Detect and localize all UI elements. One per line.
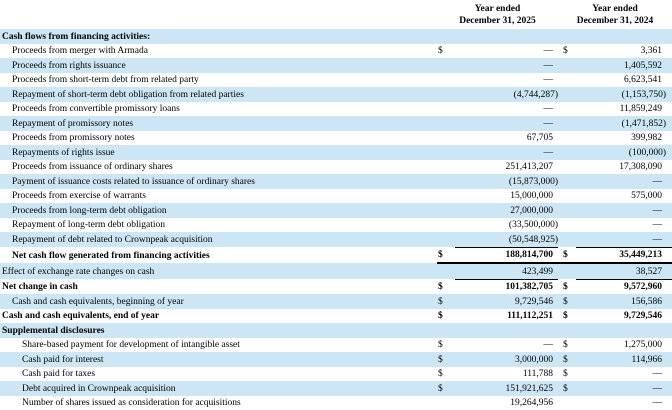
table-row: [0, 218, 672, 233]
currency-symbol-2024: $: [558, 247, 576, 263]
currency-symbol-2025: [437, 218, 455, 233]
currency-symbol-2025: [437, 58, 455, 73]
currency-symbol-2024: [558, 131, 576, 146]
currency-symbol-2025: $: [437, 247, 455, 263]
currency-symbol-2024: [558, 73, 576, 88]
table-row: [0, 73, 672, 88]
value-2024: 35,449,213: [576, 247, 672, 263]
currency-symbol-2025: [437, 263, 455, 279]
row-label: Repayment of debt related to Crownpeak acquisition: [0, 232, 437, 247]
table-row: [0, 338, 672, 353]
value-2025: 67,705: [455, 131, 558, 146]
table-row: [0, 102, 672, 117]
table-row: [0, 294, 672, 309]
value-2025: —: [455, 44, 558, 59]
table-row: [0, 87, 672, 102]
value-2025: [455, 29, 558, 44]
column-header-2024: [558, 0, 672, 29]
table-row: [0, 396, 672, 410]
currency-symbol-2024: $: [558, 44, 576, 59]
currency-symbol-2025: [437, 232, 455, 247]
row-label: Repayment of long-term debt obligation: [0, 218, 437, 233]
row-label: Proceeds from merger with Armada: [0, 44, 437, 59]
currency-symbol-2024: [558, 218, 576, 233]
row-label: Cash paid for interest: [0, 352, 437, 367]
value-2024: 9,729,546: [576, 309, 672, 324]
table-row: [0, 174, 672, 189]
row-label: Proceeds from short-term debt from related party: [0, 73, 437, 88]
table-row: [0, 279, 672, 294]
currency-symbol-2024: [558, 203, 576, 218]
row-label: Payment of issuance costs related to issuance of ordinary shares: [0, 174, 437, 189]
table-row: [0, 116, 672, 131]
row-label: Net change in cash: [0, 279, 437, 294]
currency-symbol-2024: [558, 263, 576, 279]
value-2024: 38,527: [576, 263, 672, 279]
column-header-2024-line2: December 31, 2024: [558, 15, 672, 27]
header-spacer: [0, 0, 437, 29]
currency-symbol-2025: [437, 174, 455, 189]
currency-symbol-2025: [437, 323, 455, 338]
value-2024: 17,308,090: [576, 160, 672, 175]
value-2024: —: [576, 174, 672, 189]
value-2024: 11,859,249: [576, 102, 672, 117]
currency-symbol-2024: [558, 116, 576, 131]
value-2025: (15,873,000): [455, 174, 558, 189]
value-2025: 9,729,546: [455, 294, 558, 309]
currency-symbol-2025: [437, 203, 455, 218]
currency-symbol-2025: [437, 29, 455, 44]
table-row: [0, 131, 672, 146]
row-label: Cash paid for taxes: [0, 367, 437, 382]
currency-symbol-2025: [437, 73, 455, 88]
currency-symbol-2024: [558, 58, 576, 73]
table-row: [0, 323, 672, 338]
currency-symbol-2025: [437, 116, 455, 131]
value-2024: —: [576, 203, 672, 218]
column-header-2025: [437, 0, 558, 29]
table-row: [0, 145, 672, 160]
row-label: Effect of exchange rate changes on cash: [0, 263, 437, 279]
value-2025: 111,112,251: [455, 309, 558, 324]
column-header-2024-line1: Year ended: [558, 3, 672, 15]
value-2024: 9,572,960: [576, 279, 672, 294]
value-2025: —: [455, 73, 558, 88]
table-row: [0, 203, 672, 218]
row-label: Share-based payment for development of intangible asset: [0, 338, 437, 353]
value-2024: —: [576, 367, 672, 382]
currency-symbol-2024: $: [558, 367, 576, 382]
table-row: [0, 381, 672, 396]
value-2025: 15,000,000: [455, 189, 558, 204]
table-row: [0, 352, 672, 367]
currency-symbol-2025: [437, 87, 455, 102]
currency-symbol-2024: [558, 189, 576, 204]
value-2025: 188,814,700: [455, 247, 558, 263]
row-label: Supplemental disclosures: [0, 323, 437, 338]
currency-symbol-2025: $: [437, 279, 455, 294]
value-2024: 1,275,000: [576, 338, 672, 353]
currency-symbol-2025: $: [437, 338, 455, 353]
currency-symbol-2024: $: [558, 352, 576, 367]
table-row: [0, 367, 672, 382]
currency-symbol-2025: $: [437, 367, 455, 382]
table-row: [0, 44, 672, 59]
currency-symbol-2024: [558, 29, 576, 44]
currency-symbol-2024: $: [558, 294, 576, 309]
row-label: Cash flows from financing activities:: [0, 29, 437, 44]
value-2025: [455, 323, 558, 338]
row-label: Proceeds from promissory notes: [0, 131, 437, 146]
currency-symbol-2025: [437, 189, 455, 204]
row-label: Proceeds from long-term debt obligation: [0, 203, 437, 218]
currency-symbol-2024: [558, 396, 576, 410]
currency-symbol-2025: [437, 160, 455, 175]
currency-symbol-2025: $: [437, 294, 455, 309]
value-2024: 399,982: [576, 131, 672, 146]
table-header-row: [0, 0, 672, 29]
value-2025: —: [455, 102, 558, 117]
row-label: Repayment of short-term debt obligation from related parties: [0, 87, 437, 102]
row-label: Repayment of promissory notes: [0, 116, 437, 131]
currency-symbol-2025: [437, 145, 455, 160]
table-row: [0, 232, 672, 247]
row-label: Net cash flow generated from financing activities: [0, 247, 437, 263]
value-2024: —: [576, 218, 672, 233]
value-2024: (1,471,852): [576, 116, 672, 131]
row-label: Debt acquired in Crownpeak acquisition: [0, 381, 437, 396]
currency-symbol-2024: [558, 174, 576, 189]
value-2024: (1,153,750): [576, 87, 672, 102]
row-label: Cash and cash equivalents, end of year: [0, 309, 437, 324]
currency-symbol-2024: [558, 145, 576, 160]
value-2024: (100,000): [576, 145, 672, 160]
row-label: Repayments of rights issue: [0, 145, 437, 160]
value-2024: —: [576, 381, 672, 396]
currency-symbol-2025: $: [437, 352, 455, 367]
row-label: Proceeds from exercise of warrants: [0, 189, 437, 204]
currency-symbol-2024: [558, 232, 576, 247]
value-2025: 111,788: [455, 367, 558, 382]
currency-symbol-2025: [437, 131, 455, 146]
value-2024: —: [576, 232, 672, 247]
table-row: [0, 309, 672, 324]
table-row: [0, 189, 672, 204]
value-2024: 6,623,541: [576, 73, 672, 88]
value-2025: (50,548,925): [455, 232, 558, 247]
currency-symbol-2025: [437, 102, 455, 117]
currency-symbol-2024: $: [558, 309, 576, 324]
currency-symbol-2025: $: [437, 44, 455, 59]
value-2024: [576, 323, 672, 338]
value-2024: —: [576, 396, 672, 410]
column-header-2025-line2: December 31, 2025: [437, 15, 558, 27]
currency-symbol-2024: [558, 323, 576, 338]
value-2024: 1,405,592: [576, 58, 672, 73]
currency-symbol-2024: [558, 160, 576, 175]
currency-symbol-2024: $: [558, 338, 576, 353]
value-2025: —: [455, 58, 558, 73]
value-2024: 114,966: [576, 352, 672, 367]
column-header-2025-line1: Year ended: [437, 3, 558, 15]
row-label: Number of shares issued as consideration for acquisitions: [0, 396, 437, 410]
value-2024: 575,000: [576, 189, 672, 204]
value-2025: 101,382,705: [455, 279, 558, 294]
value-2025: (4,744,287): [455, 87, 558, 102]
value-2025: 423,499: [455, 263, 558, 279]
value-2025: 251,413,207: [455, 160, 558, 175]
currency-symbol-2024: [558, 87, 576, 102]
table-row: [0, 29, 672, 44]
currency-symbol-2025: [437, 396, 455, 410]
value-2024: 3,361: [576, 44, 672, 59]
value-2025: 3,000,000: [455, 352, 558, 367]
currency-symbol-2025: $: [437, 381, 455, 396]
currency-symbol-2024: [558, 102, 576, 117]
table-row: [0, 160, 672, 175]
row-label: Proceeds from issuance of ordinary shares: [0, 160, 437, 175]
value-2025: —: [455, 338, 558, 353]
currency-symbol-2024: $: [558, 381, 576, 396]
value-2025: 19,264,956: [455, 396, 558, 410]
value-2025: 27,000,000: [455, 203, 558, 218]
table-row: [0, 263, 672, 279]
row-label: Proceeds from convertible promissory loans: [0, 102, 437, 117]
value-2025: —: [455, 116, 558, 131]
value-2024: 156,586: [576, 294, 672, 309]
row-label: Cash and cash equivalents, beginning of year: [0, 294, 437, 309]
value-2025: —: [455, 145, 558, 160]
value-2024: [576, 29, 672, 44]
value-2025: (33,500,000): [455, 218, 558, 233]
currency-symbol-2025: $: [437, 309, 455, 324]
value-2025: 151,921,625: [455, 381, 558, 396]
table-row: [0, 58, 672, 73]
currency-symbol-2024: $: [558, 279, 576, 294]
row-label: Proceeds from rights issuance: [0, 58, 437, 73]
table-row: [0, 247, 672, 263]
